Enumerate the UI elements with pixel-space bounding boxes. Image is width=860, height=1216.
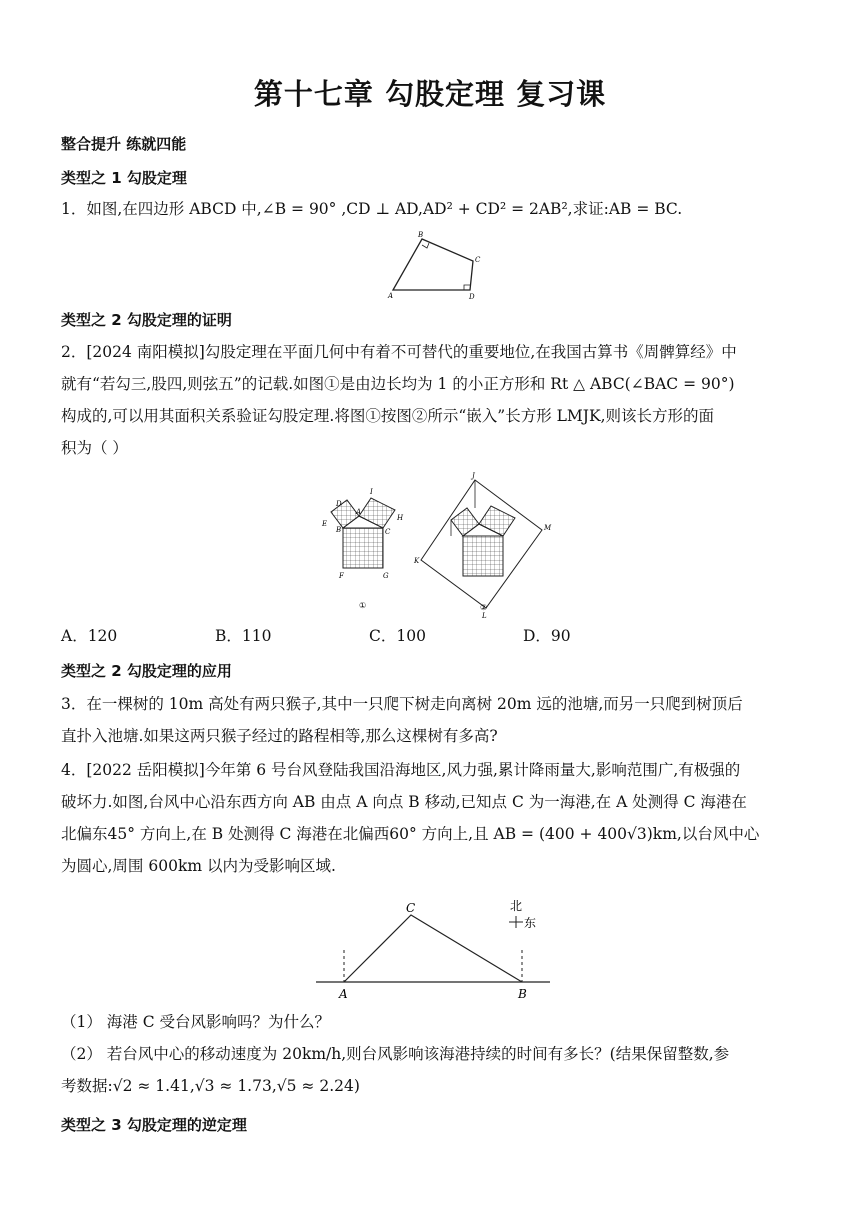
type-heading-1: 类型之 1 勾股定理 [61, 169, 187, 187]
compass-east-label: 东 [524, 916, 537, 930]
question-4-sub-2-cont: 考数据:√2 ≈ 1.41,√3 ≈ 1.73,√5 ≈ 2.24) [61, 1077, 360, 1095]
page-title: 第十七章 勾股定理 复习课 [253, 77, 607, 111]
question-3-line-2: 直扑入池塘.如果这两只猴子经过的路程相等,那么这棵树有多高? [61, 727, 498, 745]
figure-1-squares [321, 488, 404, 610]
option-b[interactable]: B．110 [215, 627, 272, 645]
type-heading-2: 类型之 2 勾股定理的证明 [61, 311, 232, 329]
question-2-line-3: 构成的,可以用其面积关系验证勾股定理.将图①按图②所示“嵌入”长方形 LMJK,则该长方形的面 [61, 407, 715, 425]
fig-a-label-g: G [383, 572, 389, 580]
figure-2-squares [413, 472, 552, 620]
fig-a-label-h: H [397, 514, 404, 522]
compass-north-label: 北 [510, 899, 523, 913]
fig-a-label-a: A [356, 508, 362, 516]
section-heading: 整合提升 练就四能 [61, 135, 187, 153]
question-4-sub-1: （1） 海港 C 受台风影响吗？为什么？ [61, 1013, 331, 1031]
question-4-subparts [61, 1006, 806, 1102]
question-4-line-4: 为圆心,周围 600km 以内为受影响区域. [61, 857, 336, 875]
type-heading-4: 类型之 3 勾股定理的逆定理 [61, 1116, 247, 1134]
quadrilateral-shape [393, 239, 473, 290]
question-2-line-1: 2．[2024 南阳模拟]勾股定理在平面几何中有着不可替代的重要地位,在我国古算书《周髀算经》中 [61, 343, 737, 361]
right-angle-mark-d [464, 285, 470, 290]
fig-a-label-b: B [336, 526, 342, 534]
fig-b-label-l: L [482, 612, 487, 620]
figure-typhoon [310, 892, 560, 1002]
fig-a-label-f: F [339, 572, 344, 580]
fig-b-label-k: K [414, 557, 420, 565]
right-angle-mark-b [422, 243, 429, 248]
figure-1-caption: ① [359, 601, 367, 610]
label-b: B [418, 231, 424, 239]
question-3 [61, 688, 806, 752]
question-4-sub-2: （2） 若台风中心的移动速度为 20km/h,则台风影响该海港持续的时间有多长？(结果保留整数,参 [61, 1045, 730, 1063]
question-2-line-2: 就有“若勾三,股四,则弦五”的记载.如图①是由边长均为 1 的小正方形和 Rt △ ABC(∠BAC = 90°) [61, 375, 735, 393]
question-4-line-1: 4．[2022 岳阳模拟]今年第 6 号台风登陆我国沿海地区,风力强,累计降雨量大,影响范围广,有极强的 [61, 761, 741, 779]
option-d[interactable]: D．90 [523, 627, 571, 645]
fig-b-label-m: M [544, 524, 552, 532]
type-heading-3: 类型之 2 勾股定理的应用 [61, 662, 232, 680]
label-b-point: B [518, 987, 527, 1001]
fig-a-label-i: I [370, 488, 373, 496]
figure-2-caption: ② [480, 603, 488, 612]
question-1: 1．如图,在四边形 ABCD 中,∠B = 90° ,CD ⊥ AD,AD² + CD² = 2AB²,求证:AB = BC. [61, 200, 683, 218]
question-2 [61, 336, 806, 464]
question-4-line-2: 破坏力.如图,台风中心沿东西方向 AB 由点 A 向点 B 移动,已知点 C 为一海港,在 A 处测得 C 海港在 [61, 793, 747, 811]
option-a[interactable]: A．120 [61, 627, 118, 645]
label-d: D [469, 293, 475, 300]
question-4-line-3: 北偏东45° 方向上,在 B 处测得 C 海港在北偏西60° 方向上,且 AB = (400 + 400√3)km,以台风中心 [61, 825, 760, 843]
label-a: A [388, 292, 394, 300]
fig-b-label-j: J [472, 472, 475, 480]
question-3-line-1: 3．在一棵树的 10m 高处有两只猴子,其中一只爬下树走向离树 20m 远的池塘,而另一只爬到树顶后 [61, 695, 743, 713]
label-c-port: C [406, 901, 416, 915]
fig-a-label-e: E [322, 520, 328, 528]
question-4 [61, 754, 806, 882]
figure-pythagorean-squares [310, 470, 560, 620]
option-c[interactable]: C．100 [369, 627, 426, 645]
compass-icon [509, 899, 536, 930]
question-2-line-4: 积为（ ） [61, 439, 128, 457]
fig-a-label-d: D [336, 500, 342, 508]
label-a-point: A [339, 987, 348, 1001]
triangle-acb [344, 915, 522, 982]
figure-quadrilateral [385, 228, 485, 300]
fig-a-label-c: C [385, 528, 391, 536]
label-c: C [475, 256, 481, 264]
